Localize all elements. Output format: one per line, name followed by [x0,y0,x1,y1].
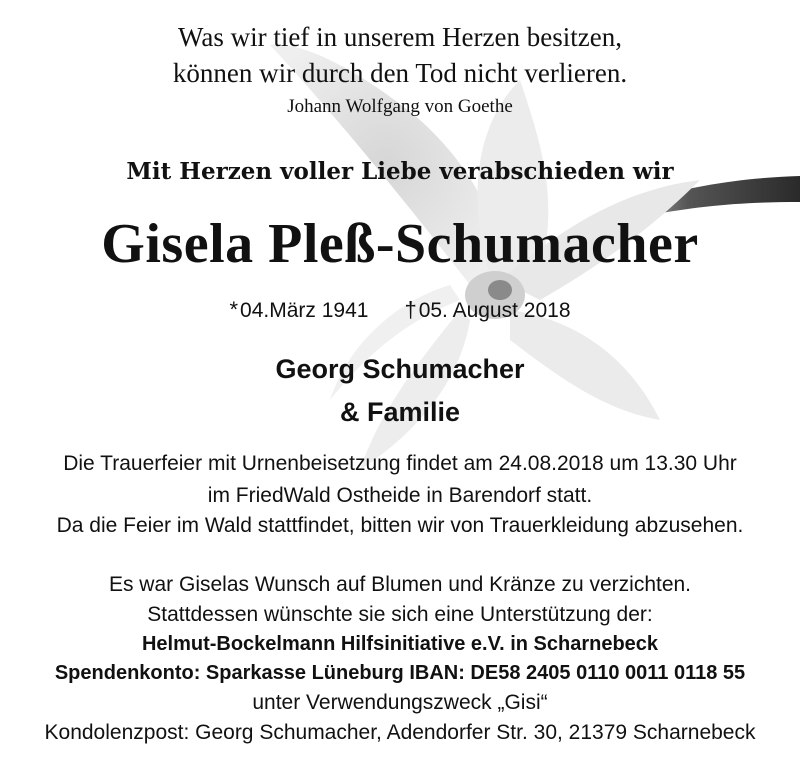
condolence-address: Kondolenzpost: Georg Schumacher, Adendorfer Str. 30, 21379 Scharnebeck [44,721,756,744]
deceased-name: Gisela Pleß-Schumacher [101,213,699,275]
life-dates [0,297,800,323]
mourner-family: & Familie [339,397,461,427]
birth-date: 04.März 1941 [240,299,369,322]
quote-line-1: Was wir tief in unserem Herzen besitzen, [178,22,622,52]
quote-author: Johann Wolfgang von Goethe [287,96,513,117]
donation-account: Spendenkonto: Sparkasse Lüneburg IBAN: DE58 2405 0110 0011 0118 55 [54,662,746,684]
birth-symbol: * [229,297,239,322]
service-line-2: im FriedWald Ostheide in Barendorf statt. [207,484,593,507]
mourner-name: Georg Schumacher [275,354,525,384]
intro-line: Mit Herzen voller Liebe verabschieden wir [126,158,674,185]
service-line-3: Da die Feier im Wald stattfindet, bitten wir von Trauerkleidung abzusehen. [56,514,744,537]
donation-line-1: Es war Giselas Wunsch auf Blumen und Kränze zu verzichten. [108,573,692,596]
donation-line-2: Stattdessen wünschte sie sich eine Unterstützung der: [147,603,653,626]
charity-name: Helmut-Bockelmann Hilfsinitiative e.V. in Scharnebeck [141,633,659,655]
quote-line-2: können wir durch den Tod nicht verlieren. [172,58,628,88]
service-line-1: Die Trauerfeier mit Urnenbeisetzung findet am 24.08.2018 um 13.30 Uhr [63,452,737,475]
donation-purpose: unter Verwendungszweck „Gisi“ [252,691,548,714]
death-symbol: † [404,297,417,322]
death-date: 05. August 2018 [418,299,571,322]
